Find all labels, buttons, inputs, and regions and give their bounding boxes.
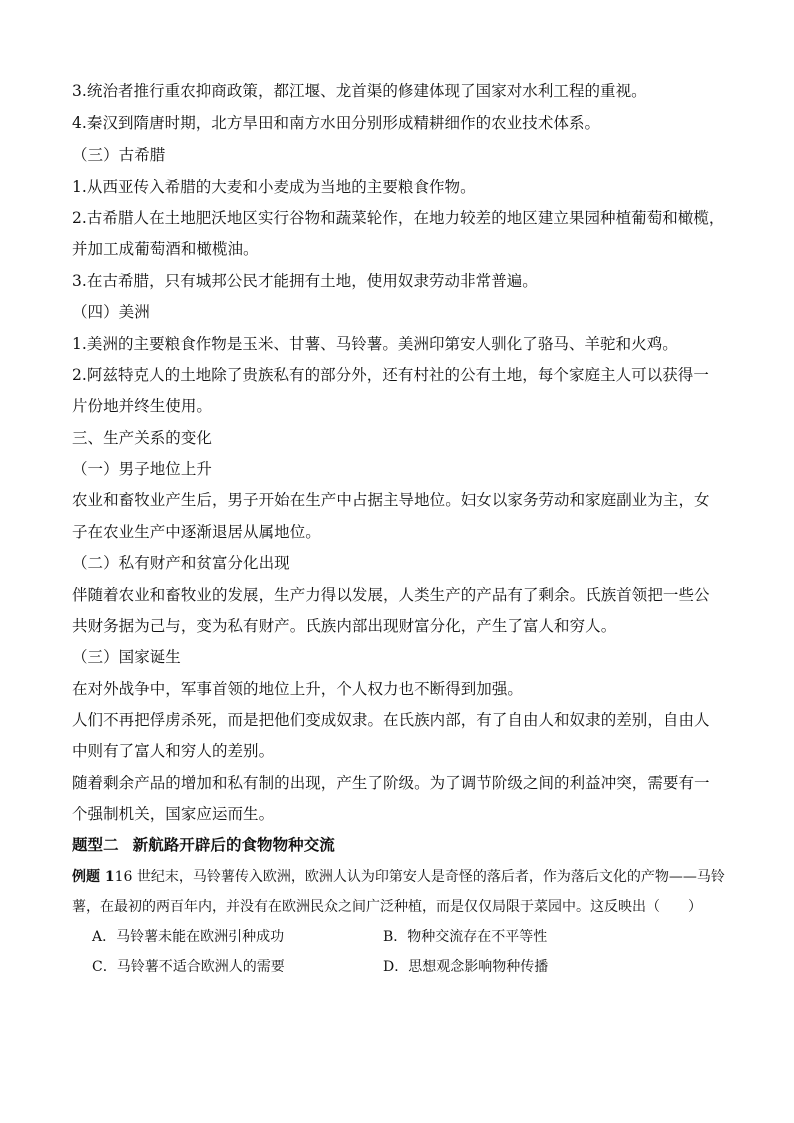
question-type-heading bbox=[72, 834, 724, 856]
subheading: （四）美洲 bbox=[72, 303, 150, 321]
paragraph-line: 1.美洲的主要粮食作物是玉米、甘薯、马铃薯。美洲印第安人驯化了骆马、羊驼和火鸡。 bbox=[72, 335, 678, 353]
paragraph-line: 4.秦汉到隋唐时期，北方旱田和南方水田分别形成精耕细作的农业技术体系。 bbox=[72, 114, 601, 132]
paragraph-line: 中则有了富人和穷人的差别。 bbox=[72, 742, 275, 760]
option-b[interactable]: B．物种交流存在不平等性 bbox=[383, 929, 548, 945]
paragraph-line: 3.在古希腊，只有城邦公民才能拥有土地，使用奴隶劳动非常普遍。 bbox=[72, 272, 538, 290]
subheading: （三）国家诞生 bbox=[72, 648, 181, 666]
example-stem-1: 16 世纪末，马铃薯传入欧洲，欧洲人认为印第安人是奇怪的落后者，作为落后文化的产物——马铃 bbox=[114, 869, 725, 885]
question-type-label: 题型二 bbox=[72, 835, 119, 854]
subheading: （三）古希腊 bbox=[72, 146, 166, 164]
section-heading: 三、生产关系的变化 bbox=[72, 429, 212, 447]
option-d[interactable]: D．思想观念影响物种传播 bbox=[383, 959, 549, 975]
example-label: 例题 1 bbox=[72, 869, 115, 885]
paragraph-line: 3.统治者推行重农抑商政策，都江堰、龙首渠的修建体现了国家对水利工程的重视。 bbox=[72, 82, 647, 100]
question-type-title: 新航路开辟后的食物物种交流 bbox=[132, 835, 335, 854]
paragraph-line: 子在农业生产中逐渐退居从属地位。 bbox=[72, 523, 321, 541]
paragraph-line: 在对外战争中，军事首领的地位上升，个人权力也不断得到加强。 bbox=[72, 680, 523, 698]
paragraph-line: 伴随着农业和畜牧业的发展，生产力得以发展，人类生产的产品有了剩余。氏族首领把一些公 bbox=[72, 586, 710, 604]
paragraph-line: 农业和畜牧业产生后，男子开始在生产中占据主导地位。妇女以家务劳动和家庭副业为主，女 bbox=[72, 491, 710, 509]
option-a[interactable]: A．马铃薯未能在欧洲引种成功 bbox=[92, 929, 285, 945]
paragraph-line: 1.从西亚传入希腊的大麦和小麦成为当地的主要粮食作物。 bbox=[72, 178, 476, 196]
subheading: （二）私有财产和贫富分化出现 bbox=[72, 554, 290, 572]
subheading: （一）男子地位上升 bbox=[72, 460, 212, 478]
paragraph-line: 并加工成葡萄酒和橄榄油。 bbox=[72, 240, 259, 258]
paragraph-line: 个强制机关，国家应运而生。 bbox=[72, 805, 275, 823]
paragraph-line: 2.阿兹特克人的土地除了贵族私有的部分外，还有村社的公有土地，每个家庭主人可以获得一 bbox=[72, 366, 709, 384]
paragraph-line: 2.古希腊人在土地肥沃地区实行谷物和蔬菜轮作，在地力较差的地区建立果园种植葡萄和橄榄， bbox=[72, 209, 725, 227]
paragraph-line: 人们不再把俘虏杀死，而是把他们变成奴隶。在氏族内部，有了自由人和奴隶的差别，自由人 bbox=[72, 711, 710, 729]
option-c[interactable]: C．马铃薯不适合欧洲人的需要 bbox=[92, 959, 285, 975]
paragraph-line: 共财务据为己与，变为私有财产。氏族内部出现财富分化，产生了富人和穷人。 bbox=[72, 617, 617, 635]
paragraph-line: 片份地并终生使用。 bbox=[72, 397, 212, 415]
example-question-line bbox=[72, 867, 724, 887]
example-stem-2: 薯，在最初的两百年内，并没有在欧洲民众之间广泛种植，而是仅仅局限于菜园中。这反映出（ ） bbox=[72, 899, 702, 915]
paragraph-line: 随着剩余产品的增加和私有制的出现，产生了阶级。为了调节阶级之间的利益冲突，需要有一 bbox=[72, 774, 710, 792]
